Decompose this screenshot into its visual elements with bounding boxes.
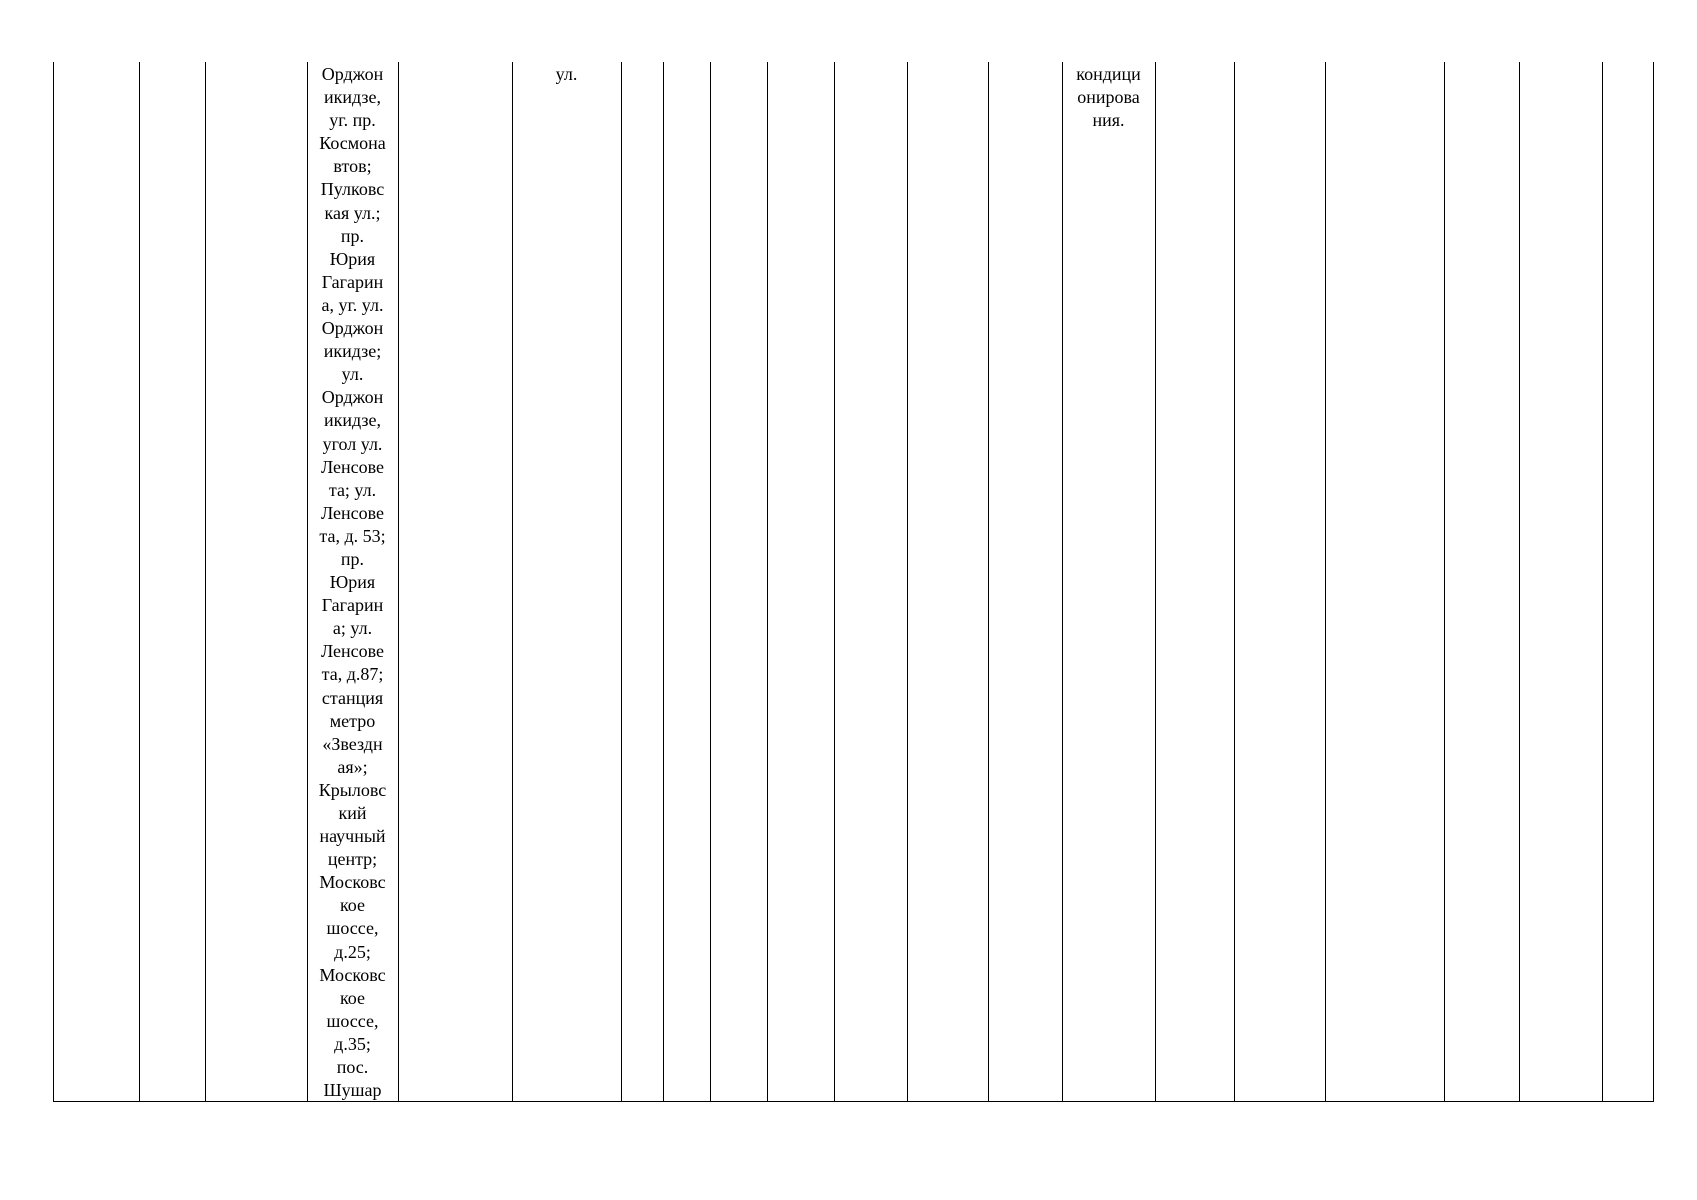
- column-border: [988, 62, 989, 1101]
- column-border: [398, 62, 399, 1101]
- column-border: [1653, 62, 1654, 1101]
- condition-cell-text: кондици онирова ния.: [1076, 64, 1141, 131]
- column-border: [205, 62, 206, 1101]
- column-border: [1234, 62, 1235, 1101]
- column-border: [1062, 62, 1063, 1101]
- column-border: [767, 62, 768, 1101]
- column-border: [512, 62, 513, 1101]
- table-fragment: [53, 62, 1654, 1102]
- column-border: [1602, 62, 1603, 1101]
- column-border: [834, 62, 835, 1101]
- address-cell-text: Орджон икидзе, уг. пр. Космона втов; Пулковс кая ул.; пр. Юрия Гагарин а, уг. ул. Орджон икидзе; ул. Орджон икидзе, угол ул. Ленсове та; ул. Ленсове та, д. 53; пр. Юрия Гагарин а; ул. Ленсове та, д.87; станция метро «Звездн ая»; Крыловс кий научный центр; Московс кое шоссе, д.25; Московс кое шоссе, д.35; пос. Шушар: [318, 64, 387, 1101]
- column-border: [1519, 62, 1520, 1101]
- column-border: [907, 62, 908, 1101]
- street-cell-text: ул.: [555, 64, 578, 84]
- column-border: [139, 62, 140, 1101]
- column-border: [663, 62, 664, 1101]
- column-border: [710, 62, 711, 1101]
- column-border: [1444, 62, 1445, 1101]
- column-border: [621, 62, 622, 1101]
- column-border: [1155, 62, 1156, 1101]
- column-border: [1325, 62, 1326, 1101]
- column-border: [53, 62, 54, 1101]
